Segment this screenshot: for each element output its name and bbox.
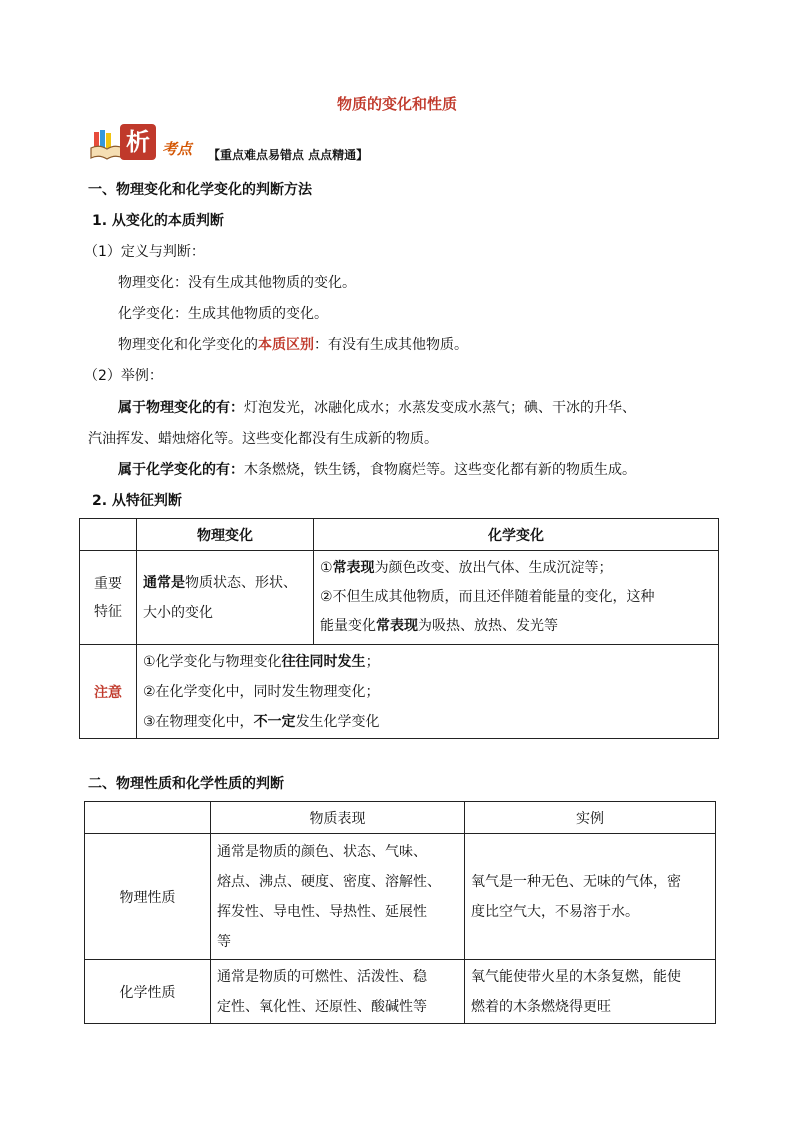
properties-table [84,801,716,1024]
note-line1 [143,647,712,677]
features-header-physical: 物理变化 [137,519,314,551]
sub-heading-2: （2）举例： [84,368,163,384]
book-icon [90,130,124,160]
note-cell [137,645,719,739]
chemical-feature-line1 [320,554,712,583]
physical-example-line: 氧气是一种无色、无味的气体，密 [471,873,681,890]
physical-feature-key: 通常是 [143,574,185,591]
chemical-feature-line3-key: 常表现 [376,618,418,634]
features-corner-cell [80,519,137,551]
physical-property-example [465,834,716,960]
page-title: 物质的变化和性质 [336,95,457,113]
physical-feature-cell [137,551,314,645]
physical-behavior-line: 等 [217,933,231,950]
chemical-feature-line3-post: 为吸热、放热、发光等 [418,618,558,634]
properties-header-example: 实例 [465,802,716,834]
note-line3-pre: ③在物理变化中， [143,713,254,730]
note-line3-key: 不一定 [253,713,296,730]
essence-key: 本质区别 [258,337,314,353]
physical-feature-line1 [143,568,307,598]
physical-examples-text1: 灯泡发光，冰融化成水；水蒸发变成水蒸气；碘、干冰的升华、 [244,400,636,416]
chemical-definition: 化学变化：生成其他物质的变化。 [118,306,328,322]
chemical-feature-line1-key: 常表现 [332,560,375,576]
banner-label: 考点 [162,140,193,158]
chemical-examples-text: 木条燃烧，铁生锈，食物腐烂等。这些变化都有新的物质生成。 [244,462,636,478]
properties-corner-cell [85,802,211,834]
part1-heading: 1. 从变化的本质判断 [92,213,224,229]
section1-heading: 一、物理变化和化学变化的判断方法 [88,182,312,198]
note-line1-key: 往往同时发生 [281,653,366,670]
chemical-example-line: 氧气能使带火星的木条复燃，能使 [471,968,681,985]
section-banner [90,124,420,168]
note-line3-post: 发生化学变化 [295,713,380,730]
physical-property-label: 物理性质 [85,834,211,960]
chemical-feature-line3-pre: 能量变化 [320,618,376,634]
chemical-feature-line2: ②不但生成其他物质，而且还伴随着能量的变化，这种 [320,589,655,605]
note-line2: ②在化学变化中，同时发生物理变化； [143,683,380,700]
physical-feature-text1: 物质状态、形状、 [185,574,297,591]
features-row-label-1: 重要 [94,575,122,592]
chemical-feature-line3 [320,612,712,641]
chemical-feature-line1-post: 为颜色改变、放出气体、生成沉淀等； [374,560,613,576]
chemical-feature-line1-pre: ① [320,560,333,576]
features-header-chemical: 化学变化 [314,519,719,551]
physical-examples-line2: 汽油挥发、蜡烛熔化等。这些变化都没有生成新的物质。 [88,431,438,447]
note-line1-pre: ①化学变化与物理变化 [143,653,282,670]
physical-examples-line1 [118,397,636,417]
physical-behavior-line: 通常是物质的颜色、状态、气味、 [217,843,427,860]
sub-heading-1: （1）定义与判断： [84,244,205,260]
note-line3 [143,707,712,737]
physical-property-behavior [211,834,465,960]
chemical-example-line: 燃着的木条燃烧得更旺 [471,998,611,1015]
chemical-examples-line [118,459,636,479]
essence-line [118,334,468,354]
essence-prefix: 物理变化和化学变化的 [118,337,258,353]
chemical-property-example [465,960,716,1024]
properties-header-behavior: 物质表现 [211,802,465,834]
banner-subtitle: 【重点难点易错点 点点精通】 [208,148,369,162]
chemical-examples-label: 属于化学变化的有： [118,462,244,478]
essence-suffix: ：有没有生成其他物质。 [314,337,468,353]
part2-heading: 2. 从特征判断 [92,493,182,509]
chemical-property-label: 化学性质 [85,960,211,1024]
physical-definition: 物理变化：没有生成其他物质的变化。 [118,275,356,291]
physical-behavior-line: 熔点、沸点、硬度、密度、溶解性、 [217,873,441,890]
features-table [79,518,719,739]
analysis-badge: 析 [120,124,156,160]
note-label: 注意 [80,645,137,739]
chemical-behavior-line: 通常是物质的可燃性、活泼性、稳 [217,968,427,985]
features-row-label [80,551,137,645]
physical-behavior-line: 挥发性、导电性、导热性、延展性 [217,903,427,920]
physical-feature-text2: 大小的变化 [143,604,213,621]
chemical-property-behavior [211,960,465,1024]
features-row-label-2: 特征 [94,603,122,620]
chemical-behavior-line: 定性、氧化性、还原性、酸碱性等 [217,998,427,1015]
physical-examples-label: 属于物理变化的有： [118,400,244,416]
physical-example-line: 度比空气大，不易溶于水。 [471,903,639,920]
chemical-feature-cell [314,551,719,645]
section2-heading: 二、物理性质和化学性质的判断 [88,776,284,792]
note-line1-post: ； [365,653,380,670]
